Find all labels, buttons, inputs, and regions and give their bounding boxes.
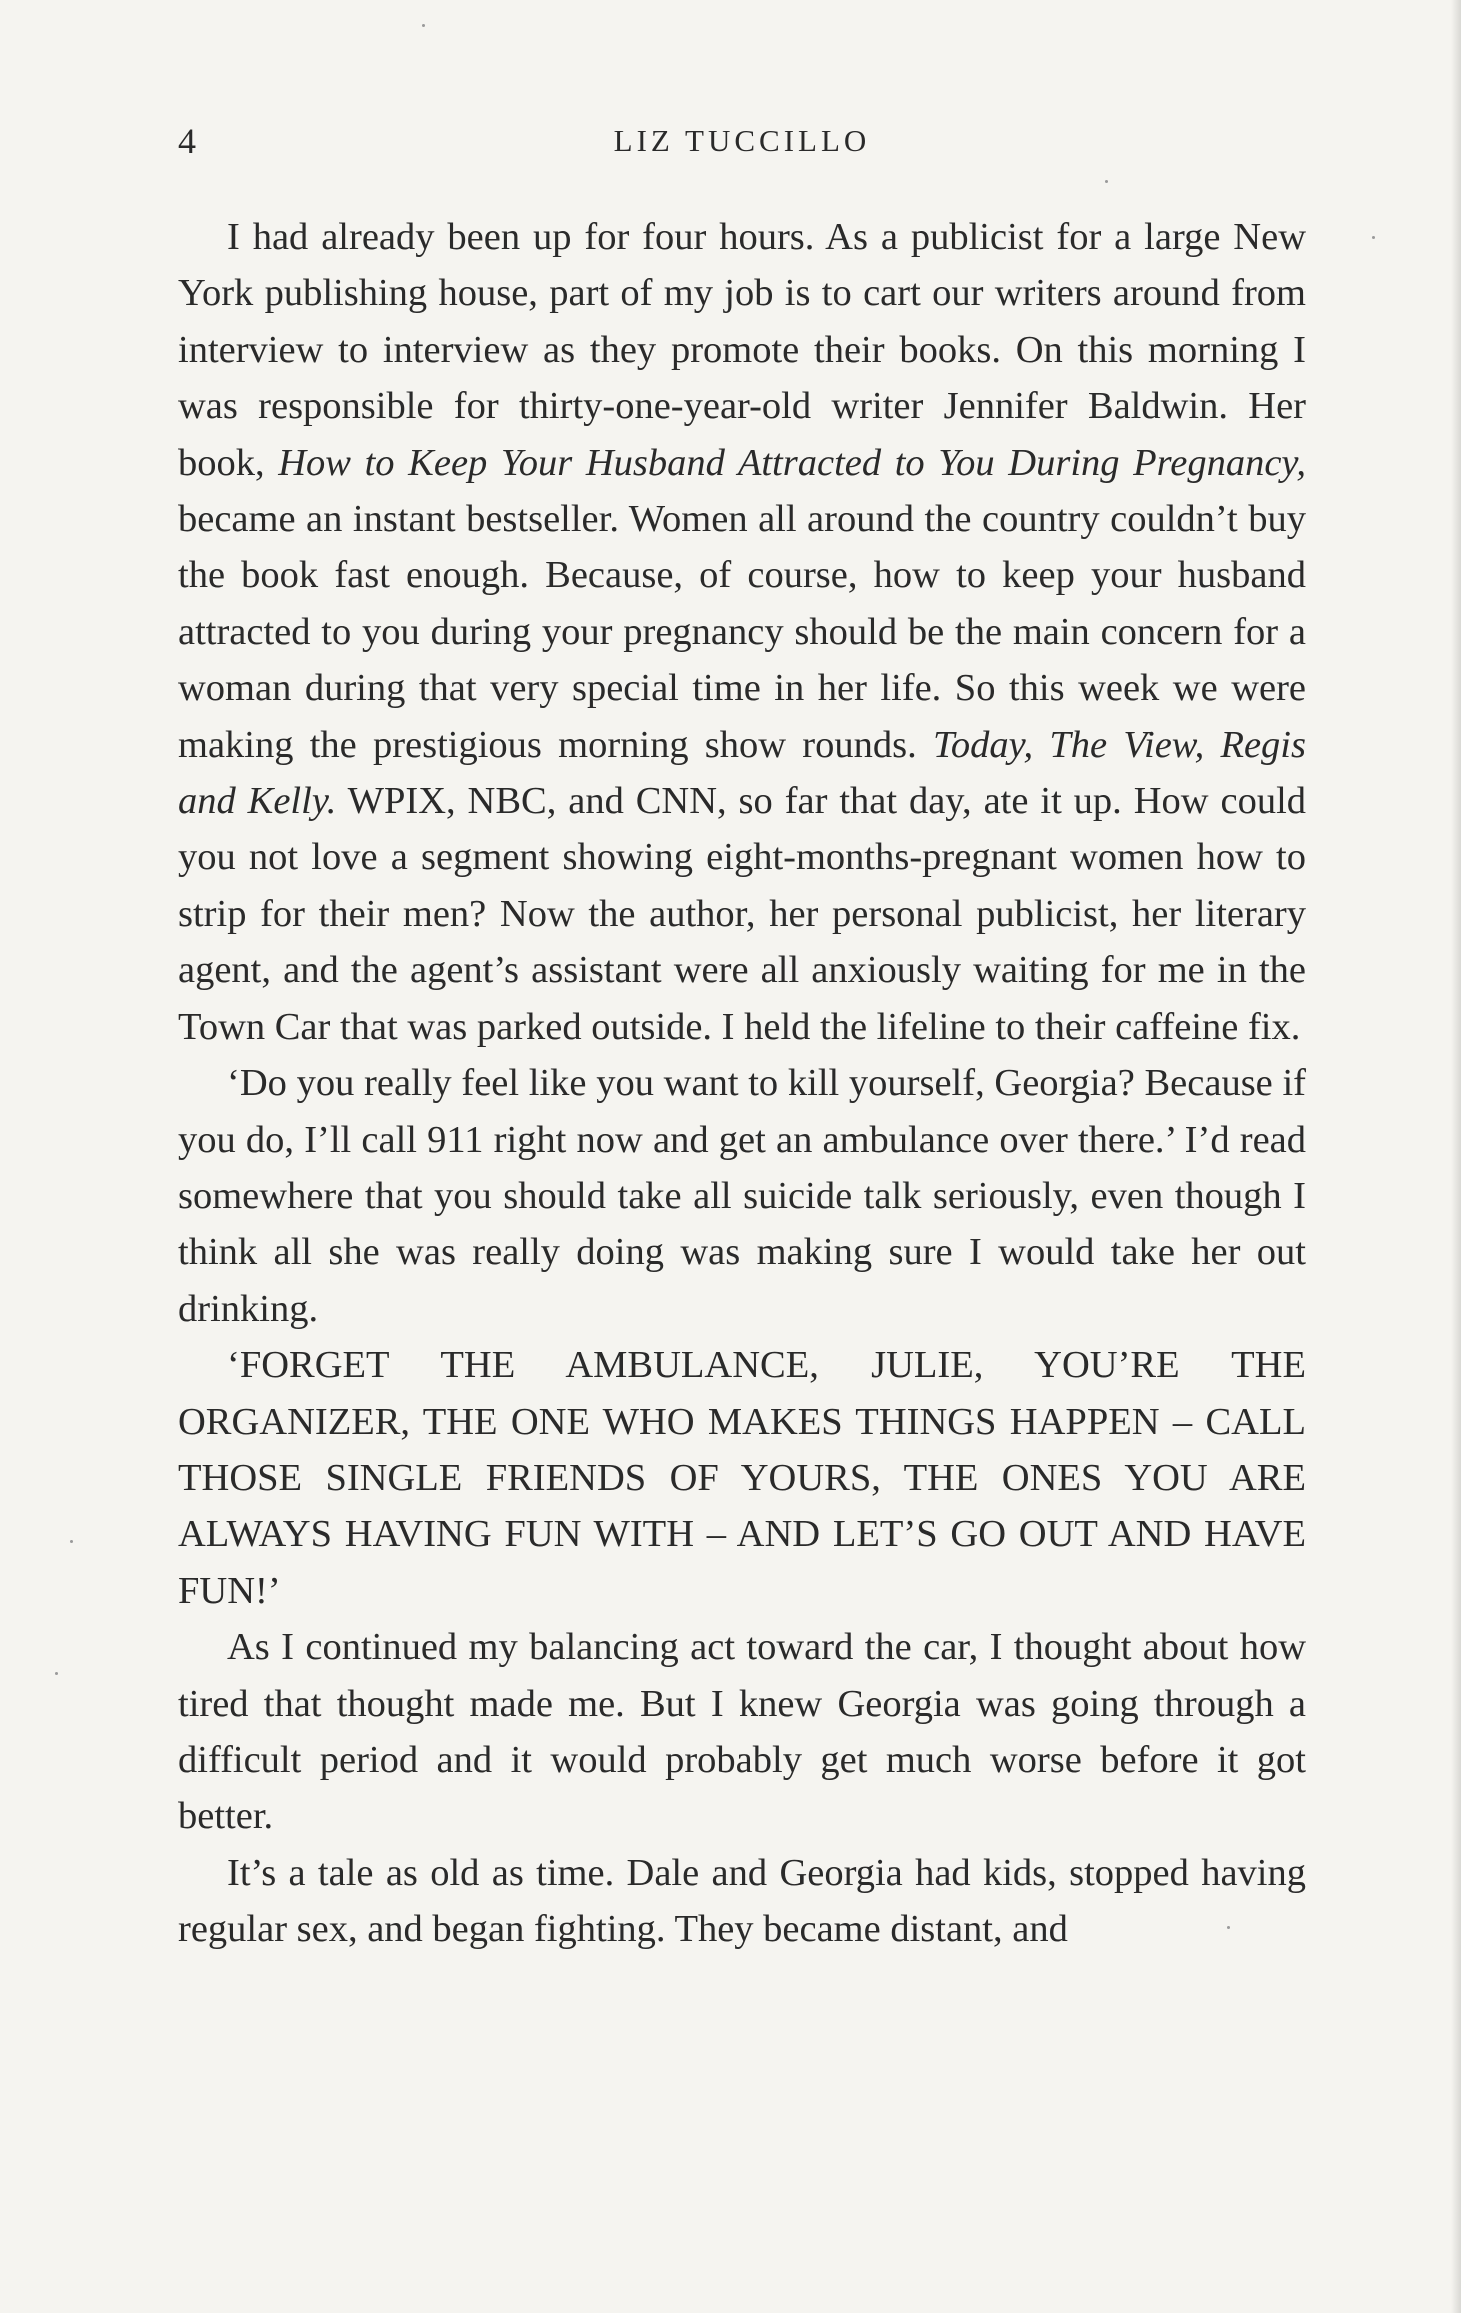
running-head [178,116,1306,166]
paragraph-text: As I continued my balancing act toward the car, I thought about how tired that thought made me. But I knew Georgia was going through a difficult period and it would probably get much worse before it got better. [178,1626,1306,1838]
scan-speck [1105,180,1108,183]
paragraph-text: WPIX, NBC, and CNN, so far that day, ate it up. How could you not love a segment showing eight-months-pregnant women how to strip for their men? Now the author, her personal publicist, her literary agent, and the agent’s assistant were all anxiously waiting for me in the Town Car that was parked outside. I held the lifeline to their caffeine fix. [178,780,1307,1048]
paragraph-text: It’s a tale as old as time. Dale and Georgia had kids, stopped having regular sex, and began fighting. They became distant, and [178,1851,1306,1951]
scan-speck [70,1540,73,1543]
page-number: 4 [178,121,196,161]
paragraph-text: ‘Do you really feel like you want to kill yourself, Georgia? Because if you do, I’ll call 911 right now and get an ambulance over there.’ I’d read somewhere that you should take all suicide talk seriously, even though I think all she was really doing was making sure I would take her out drinking. [178,1062,1306,1330]
body-text [178,209,1306,1958]
scan-speck [55,1672,58,1675]
scan-speck [1372,236,1375,239]
show-titles-italic: Today, The View, Regis and Kelly. [178,723,1306,823]
paragraph-text: became an instant bestseller. Women all around the country couldn’t buy the book fast enough. Because, of course, how to keep your husband attracted to you during your pregnancy should be the main concern for a woman during that very special time in her life. So this week we were making the prestigious morning show rounds. [178,498,1306,766]
page-edge-shadow [1451,0,1461,2313]
paragraph-text: ‘FORGET THE AMBULANCE, JULIE, YOU’RE THE ORGANIZER, THE ONE WHO MAKES THINGS HAPPEN – CALL THOSE SINGLE FRIENDS OF YOURS, THE ONES YOU ARE ALWAYS HAVING FUN WITH – AND LET’S GO OUT AND HAVE FUN!’ [178,1344,1306,1612]
book-title-italic: How to Keep Your Husband Attracted to You During Pregnancy, [278,441,1306,484]
scan-speck [422,24,425,27]
paragraph [178,209,1306,1055]
running-head-author: LIZ TUCCILLO [613,123,871,158]
paragraph [178,1337,1306,1619]
paragraph [178,1055,1306,1337]
paragraph [178,1619,1306,1845]
paragraph-text: I had already been up for four hours. As a publicist for a large New York publishing house, part of my job is to cart our writers around from interview to interview as they promote their books. On this morning I was responsible for thirty-one-year-old writer Jennifer Baldwin. Her book, [178,216,1306,484]
paragraph [178,1845,1306,1958]
